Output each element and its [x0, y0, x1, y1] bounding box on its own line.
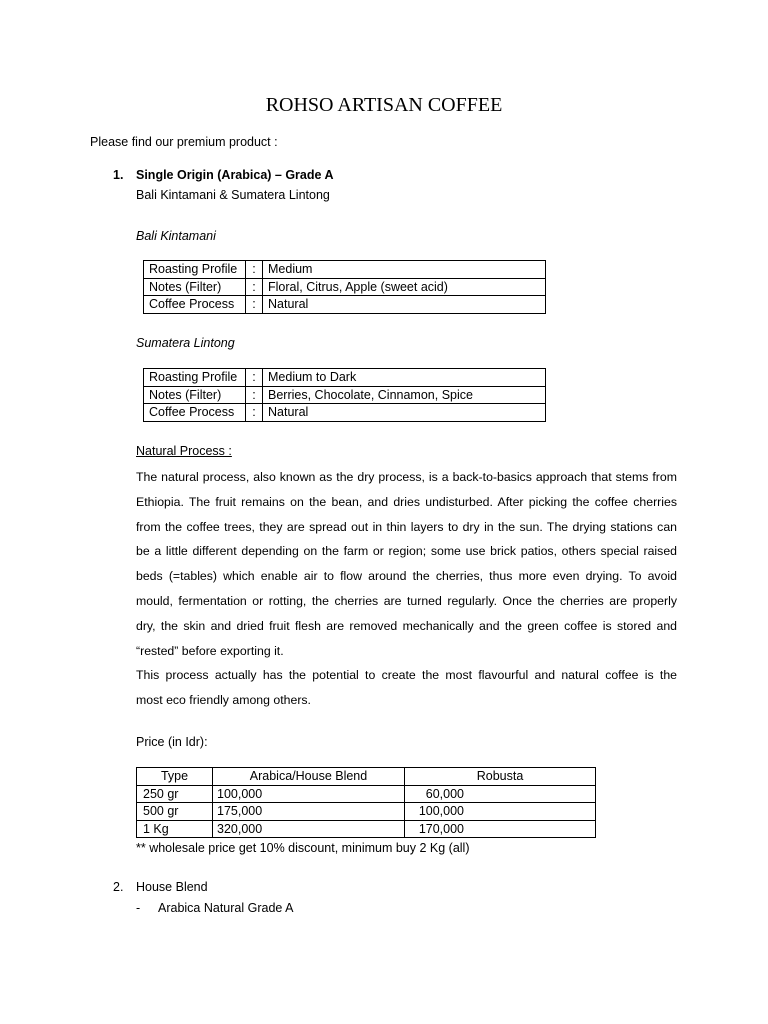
spec-separator: :	[246, 386, 263, 404]
intro-text: Please find our premium product :	[90, 135, 278, 149]
paragraph-line: dry, the skin and dried fruit flesh are removed mechanically and the green coffee is stored and	[136, 618, 677, 633]
price-table	[136, 767, 596, 838]
price-type-cell: 500 gr	[137, 803, 213, 821]
paragraph-line: beds (=tables) which enable air to flow around the cherries, thus more even drying. To avoid	[136, 569, 677, 584]
spec-label: Notes (Filter)	[144, 386, 246, 404]
column-header-robusta: Robusta	[405, 768, 596, 786]
spec-table-bali-kintamani	[143, 260, 546, 314]
price-robusta-value: 170,000	[418, 821, 464, 836]
product-name: House Blend	[136, 880, 208, 894]
list-item	[136, 900, 294, 916]
spec-separator: :	[246, 296, 263, 314]
product-heading-single-origin	[113, 167, 334, 183]
price-type-cell: 1 Kg	[137, 820, 213, 838]
table-row	[144, 369, 546, 387]
bullet-dash: -	[136, 901, 141, 915]
paragraph-line: This process actually has the potential to create the most flavourful and natural coffee is the	[136, 668, 677, 683]
table-header-row	[137, 768, 596, 786]
spec-separator: :	[246, 278, 263, 296]
spec-label: Roasting Profile	[144, 369, 246, 387]
paragraph-line: mould, fermentation or rotting, the cherries are turned regularly. Once the cherries are properly	[136, 593, 677, 608]
list-number: 2.	[113, 880, 124, 894]
list-item-text: Arabica Natural Grade A	[158, 901, 294, 915]
spec-separator: :	[246, 261, 263, 279]
paragraph-line: “rested” before exporting it.	[136, 643, 284, 658]
spec-separator: :	[246, 369, 263, 387]
list-number: 1.	[113, 168, 124, 182]
paragraph-line: Ethiopia. The fruit remains on the bean, and dries undisturbed. After picking the coffee cherries	[136, 494, 677, 509]
price-arabica-cell: 175,000	[213, 803, 405, 821]
price-robusta-value: 100,000	[418, 804, 464, 818]
origin-heading-bali-kintamani: Bali Kintamani	[136, 229, 216, 243]
spec-value: Floral, Citrus, Apple (sweet acid)	[263, 278, 546, 296]
wholesale-note: ** wholesale price get 10% discount, minimum buy 2 Kg (all)	[136, 841, 470, 855]
origin-heading-sumatera-lintong: Sumatera Lintong	[136, 336, 235, 350]
product-subtitle: Bali Kintamani & Sumatera Lintong	[136, 188, 330, 202]
table-row	[144, 404, 546, 422]
table-row	[144, 278, 546, 296]
paragraph-line: from the coffee trees, they are spread out in thin layers to dry in the sun. The drying stations can	[136, 519, 677, 534]
column-header-arabica: Arabica/House Blend	[213, 768, 405, 786]
price-arabica-cell: 320,000	[213, 820, 405, 838]
process-heading: Natural Process :	[136, 444, 232, 458]
process-description	[136, 465, 677, 713]
spec-value: Natural	[263, 296, 546, 314]
spec-label: Coffee Process	[144, 404, 246, 422]
table-row	[137, 785, 596, 803]
price-robusta-cell	[405, 803, 596, 821]
spec-label: Notes (Filter)	[144, 278, 246, 296]
table-row	[144, 261, 546, 279]
spec-value: Medium	[263, 261, 546, 279]
product-heading-house-blend	[113, 879, 208, 895]
price-type-cell: 250 gr	[137, 785, 213, 803]
price-robusta-value: 60,000	[425, 786, 464, 801]
product-name: Single Origin (Arabica) – Grade A	[136, 168, 334, 182]
price-arabica-cell: 100,000	[213, 785, 405, 803]
price-robusta-cell	[405, 785, 596, 803]
paragraph-line: most eco friendly among others.	[136, 693, 311, 708]
table-row	[137, 803, 596, 821]
spec-separator: :	[246, 404, 263, 422]
spec-label: Coffee Process	[144, 296, 246, 314]
paragraph-line: The natural process, also known as the dry process, is a back-to-basics approach that stems from	[136, 470, 677, 484]
spec-value: Medium to Dark	[263, 369, 546, 387]
price-robusta-cell	[405, 820, 596, 838]
table-row	[137, 820, 596, 838]
paragraph-line: be a little different depending on the farm or region; some use brick patios, others special raised	[136, 544, 677, 559]
document-title: ROHSO ARTISAN COFFEE	[265, 94, 503, 116]
spec-table-sumatera-lintong	[143, 368, 546, 422]
spec-value: Natural	[263, 404, 546, 422]
column-header-type: Type	[137, 768, 213, 786]
spec-value: Berries, Chocolate, Cinnamon, Spice	[263, 386, 546, 404]
price-label: Price (in Idr):	[136, 735, 208, 749]
spec-label: Roasting Profile	[144, 261, 246, 279]
table-row	[144, 296, 546, 314]
table-row	[144, 386, 546, 404]
